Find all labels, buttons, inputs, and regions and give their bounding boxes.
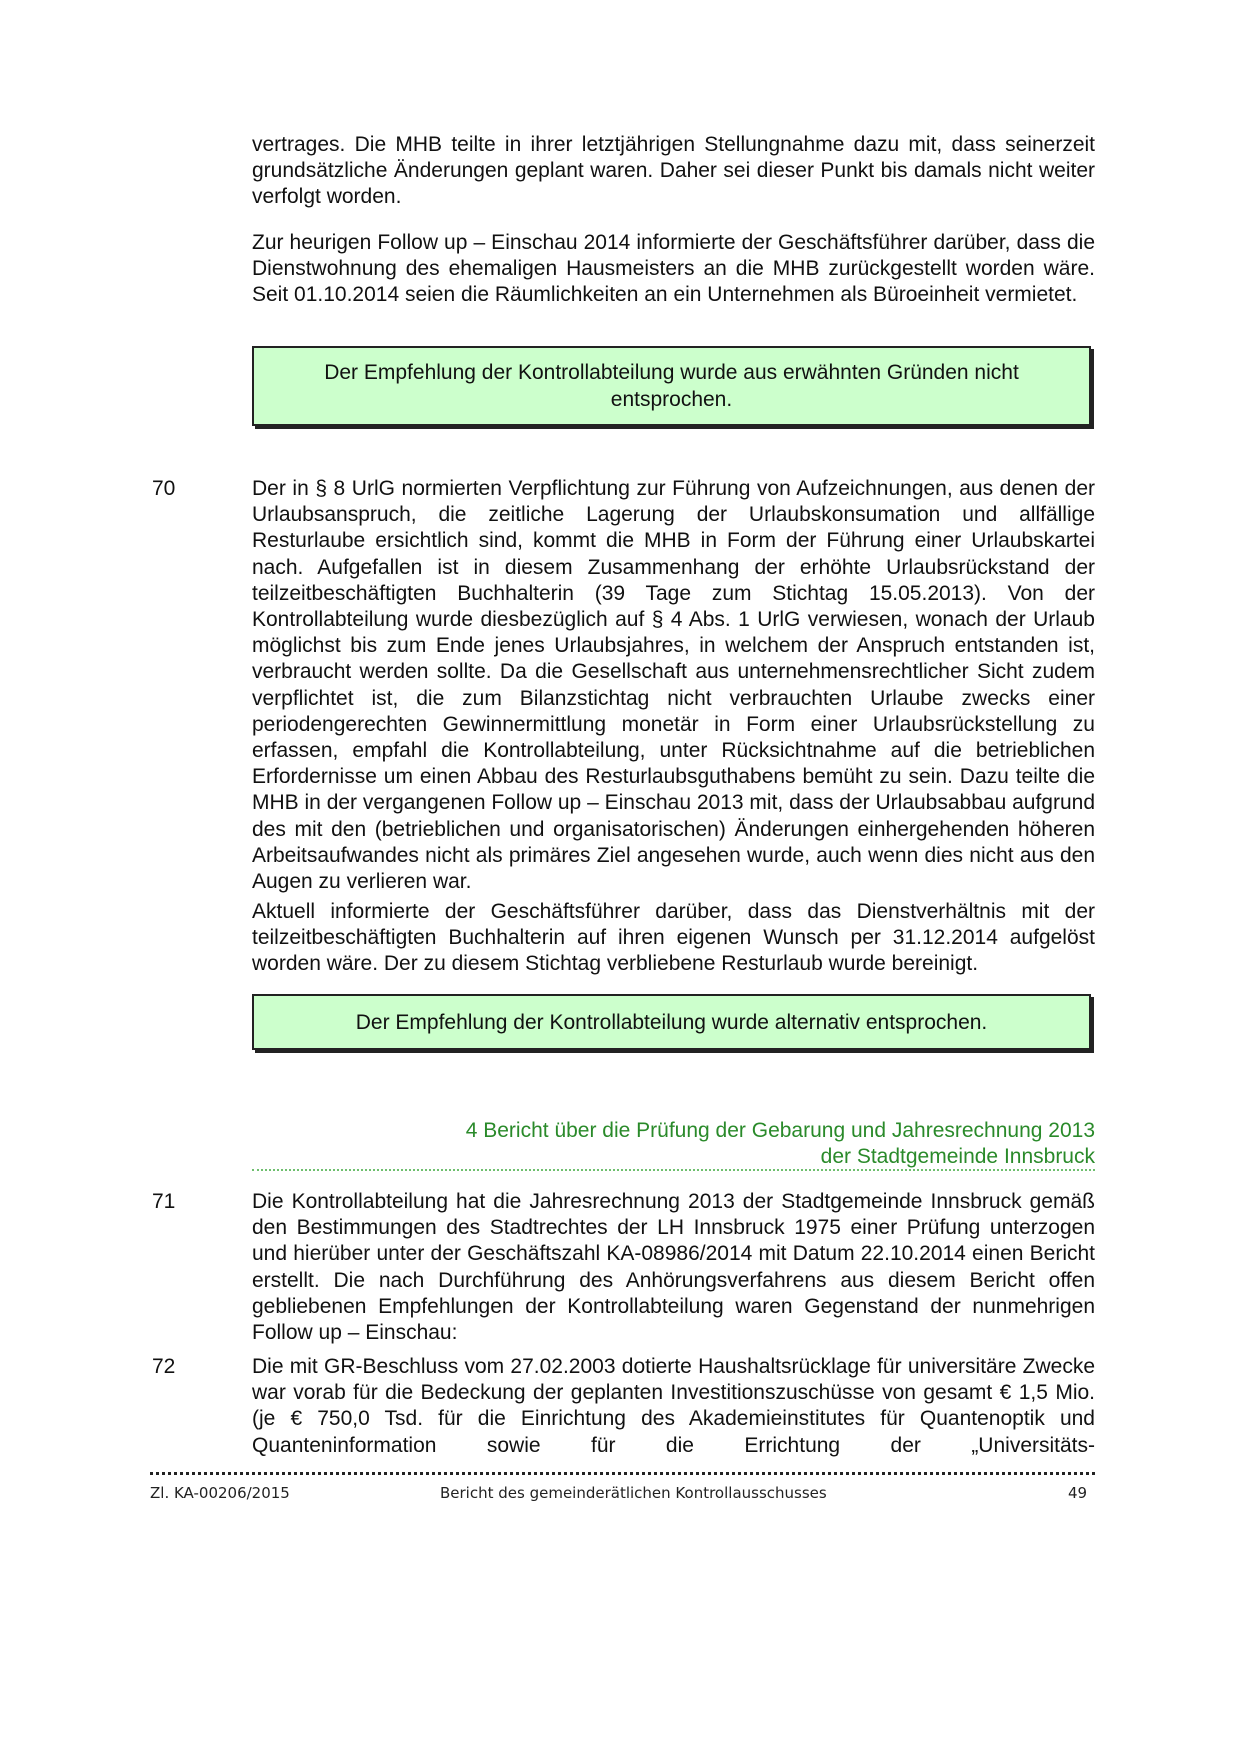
item-70-text-2: Aktuell informierte der Geschäftsführer darüber, dass das Dienstverhältnis mit der teilzeitbeschäftigten Buchhalterin auf ihren eigenen Wunsch per 31.12.2014 aufgelöst worden wäre. Der zu diesem Stichtag verbliebene Resturlaub wurde bereinigt. [252, 900, 1095, 976]
section-heading [335, 1118, 1095, 1170]
page-number: 49 [1068, 1484, 1088, 1502]
footer-reference: Zl. KA-00206/2015 [150, 1484, 290, 1502]
recommendation-box-2 [252, 994, 1091, 1050]
section-divider [252, 1169, 1095, 1171]
recommendation-box-2-text: Der Empfehlung der Kontrollabteilung wurde alternativ entsprochen. [355, 1010, 988, 1034]
item-72-text: Die mit GR-Beschluss vom 27.02.2003 dotierte Haushaltsrücklage für universitäre Zwecke war vorab für die Bedeckung der geplanten Investitionszuschüsse von gesamt € 1,5 Mio. (je € 750,0 Tsd. für die Einrichtung des Akademieinstitutes für Quantenoptik und Quanteninformation sowie für die Errichtung der „Universitäts- [252, 1355, 1095, 1457]
section-heading-line-2: der Stadtgemeinde Innsbruck [820, 1145, 1095, 1169]
footer-divider [150, 1472, 1095, 1475]
section-heading-line-1: 4 Bericht über die Prüfung der Gebarung und Jahresrechnung 2013 [465, 1119, 1095, 1142]
item-71-text: Die Kontrollabteilung hat die Jahresrechnung 2013 der Stadtgemeinde Innsbruck gemäß den Bestimmungen des Stadtrechtes der LH Innsbruck 1975 einer Prüfung unterzogen und hierüber unter der Geschäftszahl KA-08986/2014 mit Datum 22.10.2014 einen Bericht erstellt. Die nach Durchführung des Anhörungsverfahrens aus diesem Bericht offen gebliebenen Empfehlungen der Kontrollabteilung waren Gegenstand der nunmehrigen Follow up – Einschau: [252, 1190, 1095, 1345]
paragraph-top-1: vertrages. Die MHB teilte in ihrer letztjährigen Stellungnahme dazu mit, dass seinerzeit grundsätzliche Änderungen geplant waren. Daher sei dieser Punkt bis damals nicht weiter verfolgt worden. [252, 133, 1095, 209]
item-71-number: 71 [152, 1190, 176, 1213]
footer-title: Bericht des gemeinderätlichen Kontrollausschusses [440, 1484, 827, 1502]
item-72-number: 72 [152, 1355, 176, 1378]
recommendation-box-1-text: Der Empfehlung der Kontrollabteilung wurde aus erwähnten Gründen nicht entsprochen. [324, 361, 1019, 411]
paragraph-top-2: Zur heurigen Follow up – Einschau 2014 informierte der Geschäftsführer darüber, dass die Dienstwohnung des ehemaligen Hausmeisters an die MHB zurückgestellt worden wäre. Seit 01.10.2014 seien die Räumlichkeiten an ein Unternehmen als Büroeinheit vermietet. [252, 231, 1095, 307]
item-70-text-1: Der in § 8 UrlG normierten Verpflichtung zur Führung von Aufzeichnungen, aus denen der Urlaubsanspruch, die zeitliche Lagerung der Urlaubskonsumation und allfällige Resturlaube ersichtlich sind, kommt die MHB in Form der Führung einer Urlaubskartei nach. Aufgefallen ist in diesem Zusammenhang der erhöhte Urlaubsrückstand der teilzeitbeschäftigten Buchhalterin (39 Tage zum Stichtag 15.05.2013). Von der Kontrollabteilung wurde diesbezüglich auf § 4 Abs. 1 UrlG verwiesen, wonach der Urlaub möglichst bis zum Ende jenes Urlaubsjahres, in welchem der Anspruch entstanden ist, verbraucht werden sollte. Da die Gesellschaft aus unternehmensrechtlicher Sicht zudem verpflichtet ist, die zum Bilanzstichtag nicht verbrauchten Urlaube zwecks einer periodengerechten Gewinnermittlung monetär in Form einer Urlaubsrückstellung zu erfassen, empfahl die Kontrollabteilung, unter Rücksichtnahme auf die betrieblichen Erfordernisse um einen Abbau des Resturlaubsguthabens bemüht zu sein. Dazu teilte die MHB in der vergangenen Follow up – Einschau 2013 mit, dass der Urlaubsabbau aufgrund des mit den (betrieblichen und organisatorischen) Änderungen einhergehenden höheren Arbeitsaufwandes nicht als primäres Ziel angesehen wurde, auch wenn dies nicht aus den Augen zu verlieren war. [252, 477, 1095, 894]
item-70-number: 70 [152, 477, 176, 500]
recommendation-box-1 [252, 346, 1091, 426]
